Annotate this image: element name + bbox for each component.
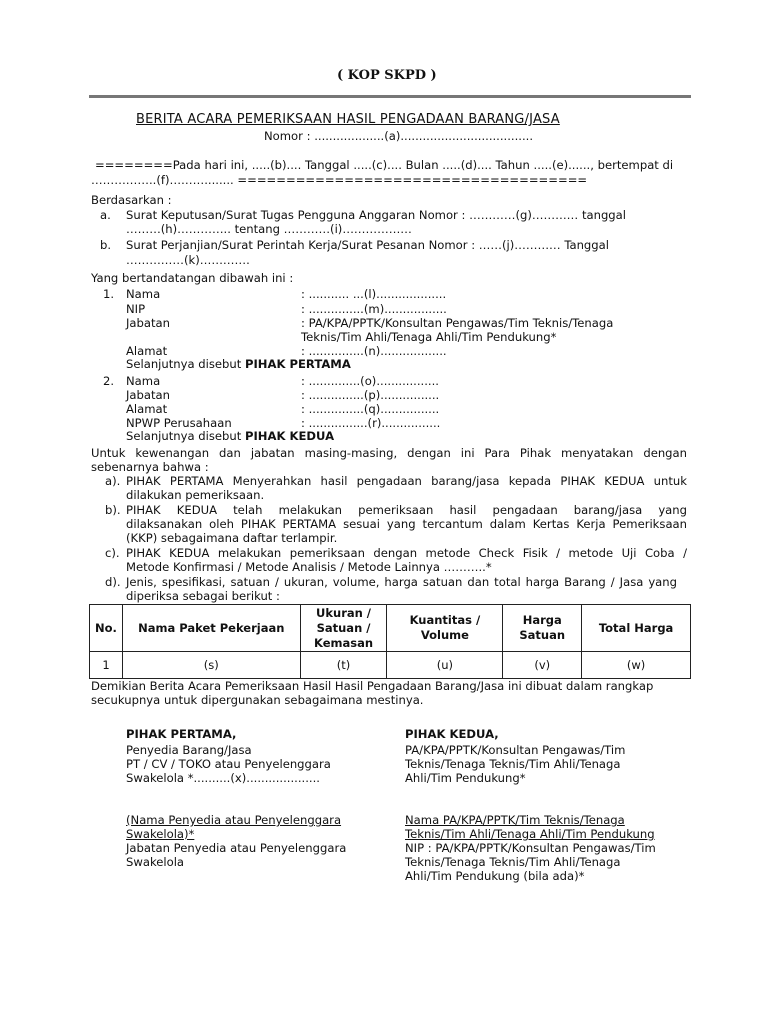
header-kuantitas-line2: Volume: [420, 628, 469, 642]
header-harga-line1: Harga: [522, 613, 562, 627]
party2-designation: [126, 429, 334, 443]
party2-nama-value: : ..............(o).................: [301, 374, 439, 388]
party2-number: 2.: [103, 374, 115, 388]
header-nama-paket-text: Nama Paket Pekerjaan: [138, 620, 285, 635]
party1-jabatan-value: : PA/KPA/PPTK/Konsultan Pengawas/Tim Teknis/Tenaga: [301, 316, 614, 330]
party1-designation-name: PIHAK PERTAMA: [244, 357, 351, 371]
table-cell-kuantitas: (u): [387, 652, 503, 679]
statement-c-line2: Metode Konfirmasi / Metode Analisis / Metode Lainnya ………..*: [126, 560, 492, 574]
party1-nip-label: NIP: [126, 302, 146, 316]
party2-npwp-value: : ................(r)................: [301, 416, 441, 430]
statement-d-line1: Jenis, spesifikasi, satuan / ukuran, volume, harga satuan dan total harga Barang / Jasa yang: [126, 575, 677, 589]
dasar-a-line2: ………(h)………….. tentang …………(i)………………: [126, 222, 412, 236]
closing-line-1: Demikian Berita Acara Pemeriksaan Hasil Hasil Pengadaan Barang/Jasa ini dibuat dalam rangkap: [91, 679, 654, 693]
party2-nama-label: Nama: [126, 374, 161, 388]
header-no-text: No.: [95, 620, 117, 635]
dasar-marker-a: a.: [100, 208, 111, 222]
header-ukuran: [300, 605, 387, 652]
sign-right-heading: PIHAK KEDUA,: [405, 727, 499, 741]
statement-c-marker: c).: [105, 546, 120, 560]
party2-designation-name: PIHAK KEDUA: [244, 429, 335, 443]
sign-right-line2: Teknis/Tenaga Teknis/Tim Ahli/Tenaga: [405, 757, 621, 771]
items-table: [89, 604, 691, 679]
party1-nip-value: : ...............(m).................: [301, 302, 447, 316]
statement-d-line2: diperiksa sebagai berikut :: [126, 589, 280, 603]
party1-nama-value: : ........... ...(l)...................: [301, 287, 447, 301]
header-ukuran-line3: Kemasan: [314, 635, 374, 650]
table-header-row: [90, 605, 691, 652]
sign-right-position-line1: NIP : PA/KPA/PPTK/Konsultan Pengawas/Tim: [405, 841, 656, 855]
party1-jabatan-value-cont: Teknis/Tim Ahli/Tenaga Ahli/Tim Pendukung*: [301, 330, 557, 344]
sign-left-name-line2: Swakelola)*: [126, 827, 195, 841]
statement-b-marker: b).: [105, 503, 121, 517]
party2-alamat-label: Alamat: [126, 402, 168, 416]
dasar-a-line1: Surat Keputusan/Surat Tugas Pengguna Anggaran Nomor : …………(g)………… tanggal: [126, 208, 626, 222]
statement-b-line1: PIHAK KEDUA telah melakukan pemeriksaan hasil pengadaan barang/jasa yang: [126, 503, 687, 517]
authority-line-1: Untuk kewenangan dan jabatan masing-masing, dengan ini Para Pihak menyatakan dengan: [91, 446, 687, 460]
header-ukuran-line1: Ukuran /: [316, 605, 372, 620]
statement-a-line2: dilakukan pemeriksaan.: [126, 488, 265, 502]
document-number: Nomor : ...................(a)....................................: [264, 129, 534, 143]
sign-left-heading: PIHAK PERTAMA,: [126, 727, 237, 741]
sign-left-position-line1: Jabatan Penyedia atau Penyelenggara: [126, 841, 347, 855]
statement-a-line1: PIHAK PERTAMA Menyerahkan hasil pengadaan barang/jasa kepada PIHAK KEDUA untuk: [126, 474, 687, 488]
signed-intro: Yang bertandatangan dibawah ini :: [91, 271, 294, 285]
sign-right-name-line1: Nama PA/KPA/PPTK/Tim Teknis/Tenaga: [405, 813, 625, 827]
document-title: BERITA ACARA PEMERIKSAAN HASIL PENGADAAN BARANG/JASA: [136, 112, 560, 127]
statement-b-line2: dilaksanakan oleh PIHAK PERTAMA sesuai yang tercantum dalam Kertas Kerja Pemeriksaan: [126, 517, 687, 531]
sign-right-line3: Ahli/Tim Pendukung*: [405, 771, 526, 785]
kop-skpd: ( KOP SKPD ): [337, 68, 437, 83]
authority-line-2: sebenarnya bahwa :: [91, 460, 209, 474]
header-total-harga-text: Total Harga: [598, 620, 674, 635]
sign-left-line1: Penyedia Barang/Jasa: [126, 743, 252, 757]
sign-left-name-line1: (Nama Penyedia atau Penyelenggara: [126, 813, 342, 827]
berdasarkan-label: Berdasarkan :: [91, 193, 172, 207]
header-harga-line2: Satuan: [519, 628, 566, 642]
sign-left-position-line2: Swakelola: [126, 855, 185, 869]
intro-line-1: ========Pada hari ini, .....(b).... Tanggal .....(c).... Bulan .....(d).... Tahun .....(e)......, bertempat di: [95, 158, 674, 172]
party1-alamat-label: Alamat: [126, 344, 168, 358]
header-divider: [89, 95, 691, 98]
party2-designation-prefix: Selanjutnya disebut: [126, 429, 245, 443]
header-kuantitas-line1: Kuantitas /: [409, 613, 481, 627]
party1-jabatan-label: Jabatan: [126, 316, 170, 330]
statement-a-marker: a).: [105, 474, 121, 488]
sign-left-line3: Swakelola *..........(x)....................: [126, 771, 320, 785]
party1-alamat-value: : ...............(n)..................: [301, 344, 447, 358]
sign-right-name-line2: Teknis/Tim Ahli/Tenaga Ahli/Tim Pendukung: [405, 827, 655, 841]
dasar-b-line2: ……………(k)………….: [126, 253, 250, 267]
sign-right-position-line2: Teknis/Tenaga Teknis/Tim Ahli/Tenaga: [405, 855, 621, 869]
header-ukuran-line2: Satuan /: [316, 620, 371, 635]
intro-line-2: ……………..(f)………........ ====================================: [91, 173, 588, 187]
header-harga-satuan: [503, 605, 582, 652]
party1-nama-label: Nama: [126, 287, 161, 301]
table-cell-ukuran: (t): [300, 652, 387, 679]
statement-d-marker: d).: [105, 575, 121, 589]
sign-right-position-line3: Ahli/Tim Pendukung (bila ada)*: [405, 869, 585, 883]
sign-right-line1: PA/KPA/PPTK/Konsultan Pengawas/Tim: [405, 743, 626, 757]
header-kuantitas: [387, 605, 503, 652]
table-cell-nama-paket: (s): [122, 652, 300, 679]
closing-line-2: secukupnya untuk dipergunakan sebagaimana mestinya.: [91, 693, 424, 707]
dasar-marker-b: b.: [100, 238, 112, 252]
table-row: [90, 652, 691, 679]
party2-jabatan-label: Jabatan: [126, 388, 170, 402]
table-cell-total-harga: (w): [582, 652, 691, 679]
header-total-harga: [582, 605, 691, 652]
dasar-b-line1: Surat Perjanjian/Surat Perintah Kerja/Surat Pesanan Nomor : ……(j)………… Tanggal: [126, 238, 609, 252]
party2-alamat-value: : ...............(q)................: [301, 402, 440, 416]
table-cell-harga-satuan: (v): [503, 652, 582, 679]
party1-designation: [126, 357, 351, 371]
party2-npwp-label: NPWP Perusahaan: [126, 416, 232, 430]
party1-number: 1.: [103, 287, 115, 301]
sign-left-line2: PT / CV / TOKO atau Penyelenggara: [126, 757, 331, 771]
statement-c-line1: PIHAK KEDUA melakukan pemeriksaan dengan metode Check Fisik / metode Uji Coba /: [126, 546, 687, 560]
party2-jabatan-value: : ...............(p)................: [301, 388, 440, 402]
table-cell-no: 1: [90, 652, 123, 679]
header-nama-paket: [122, 605, 300, 652]
statement-b-line3: (KKP) sebagaimana daftar terlampir.: [126, 531, 338, 545]
party1-designation-prefix: Selanjutnya disebut: [126, 357, 245, 371]
header-no: [90, 605, 123, 652]
